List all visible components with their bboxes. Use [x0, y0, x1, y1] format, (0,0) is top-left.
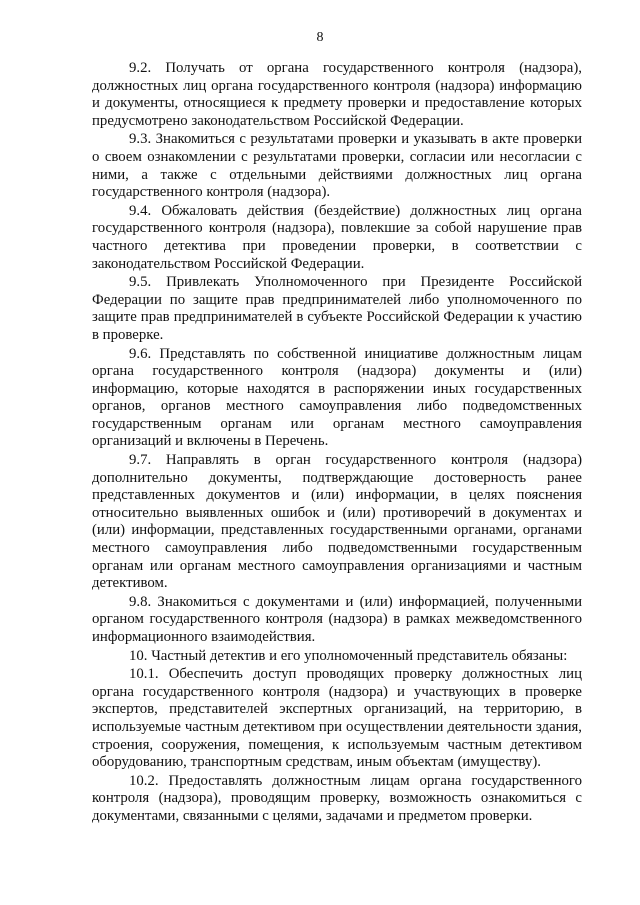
- paragraph-10: 10. Частный детектив и его уполномоченный представитель обязаны:: [129, 647, 568, 664]
- paragraph-9-5: 9.5. Привлекать Уполномоченного при Президенте Российской Федерации по защите прав предпринимателей либо уполномоченного по защите прав предпринимателей в субъекте Российской Федерации к участию в проверке.: [92, 274, 582, 343]
- document-body: [92, 60, 582, 827]
- paragraph-9-7: 9.7. Направлять в орган государственного контроля (надзора) дополнительно документы, подтверждающие достоверность ранее представленных документов и (или) информации, в целях пояснения относительно выявленных ошибок и (или) противоречий в документах и (или) информации, представленных государственными органами, органами местного самоуправления либо подведомственными государственным органам или органам местного самоуправления организациями и частным детективом.: [92, 452, 582, 592]
- paragraph-10-2: 10.2. Предоставлять должностным лицам органа государственного контроля (надзора), проводящим проверку, возможность ознакомиться с документами, связанными с целями, задачами и предметом проверки.: [92, 772, 582, 824]
- paragraph-9-4: 9.4. Обжаловать действия (бездействие) должностных лиц органа государственного контроля (надзора), повлекшие за собой нарушение прав частного детектива при проведении проверки, в соответствии с законодательством Российской Федерации.: [92, 202, 582, 272]
- paragraph-9-2: 9.2. Получать от органа государственного контроля (надзора), должностных лиц органа государственного контроля (надзора) информацию и документы, относящиеся к предмету проверки и предоставление которых предусмотрено законодательством Российской Федерации.: [92, 60, 582, 129]
- paragraph-9-8: 9.8. Знакомиться с документами и (или) информацией, полученными органом государственного контроля (надзора) в рамках межведомственного информационного взаимодействия.: [92, 593, 582, 645]
- paragraph-9-6: 9.6. Представлять по собственной инициативе должностным лицам органа государственного контроля (надзора) документы и (или) информацию, которые находятся в распоряжении иных государственных органов, органов местного самоуправления либо подведомственных государственным органам или органам местного самоуправления организаций и включены в Перечень.: [92, 345, 582, 450]
- paragraph-10-1: 10.1. Обеспечить доступ проводящих проверку должностных лиц органа государственного контроля (надзора) и участвующих в проверке экспертов, представителей экспертных организаций, на территорию, в используемые частным детективом при осуществлении деятельности здания, строения, сооружения, помещения, к используемым частным детективом оборудованию, транспортным средствам, иным объектам (имуществу).: [92, 666, 582, 771]
- paragraph-9-3: 9.3. Знакомиться с результатами проверки и указывать в акте проверки о своем ознакомлении с результатами проверки, согласии или несогласии с ними, а также с отдельными действиями должностных лиц органа государственного контроля (надзора).: [92, 131, 582, 201]
- page-number: 8: [316, 30, 324, 45]
